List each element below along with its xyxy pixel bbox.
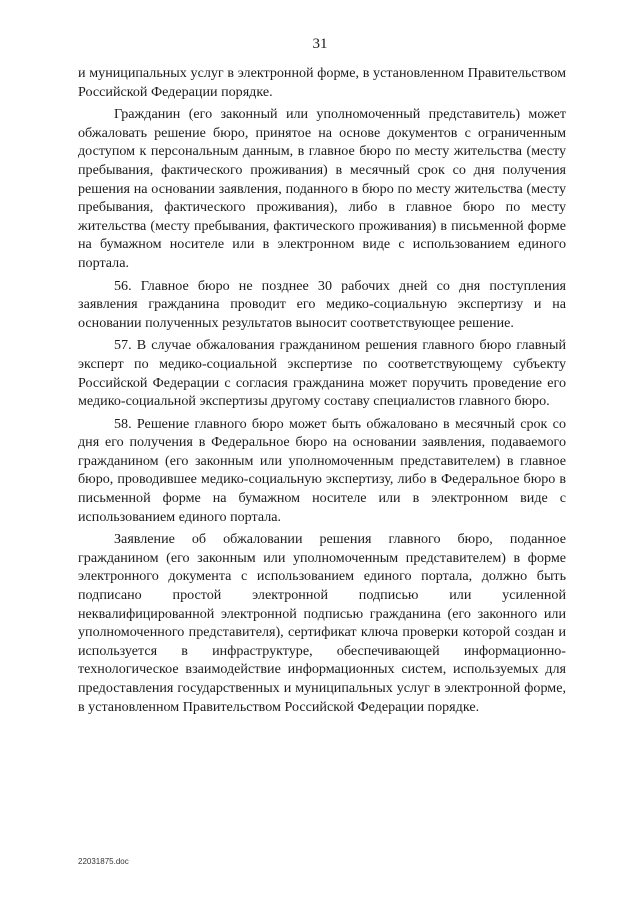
document-body [78,64,566,720]
paragraph-continuation: и муниципальных услуг в электронной форме, в установленном Правительством Российской Федерации порядке. [78,65,566,100]
footer-document-code: 22031875.doc [78,857,129,866]
paragraph-item-56: 56. Главное бюро не позднее 30 рабочих дней со дня поступления заявления гражданина проводит его медико-социальную экспертизу и на основании полученных результатов выносит соответствующее решение. [78,277,566,331]
paragraph-item-58: 58. Решение главного бюро может быть обжаловано в месячный срок со дня его получения в Федеральное бюро на основании заявления, подаваемого гражданином (его законным или уполномоченным представителем) в главное бюро, проводившее медико-социальную экспертизу, либо в Федеральное бюро в письменной форме на бумажном носителе или в электронном виде с использованием единого портала. [78,415,566,525]
paragraph-electronic-application: Заявление об обжаловании решения главного бюро, поданное гражданином (его законным или уполномоченным представителем) в форме электронного документа с использованием единого портала, должно быть подписано простой электронной подписью или усиленной неквалифицированной электронной подписью гражданина (его законного или уполномоченного представителя), сертификат ключа проверки которой создан и используется в инфраструктуре, обеспечивающей информационно-технологическое взаимодействие информационных систем, используемых для предоставления государственных и муниципальных услуг в электронной форме, в установленном Правительством Российской Федерации порядке. [78,531,566,715]
page-number: 31 [312,36,328,52]
paragraph-item-57: 57. В случае обжалования гражданином решения главного бюро главный эксперт по медико-социальной экспертизе по соответствующему субъекту Российской Федерации с согласия гражданина может поручить проведение его медико-социальной экспертизы другому составу специалистов главного бюро. [78,337,566,410]
paragraph-appeal-to-main-bureau: Гражданин (его законный или уполномоченный представитель) может обжаловать решение бюро, принятое на основе документов с ограниченным доступом к персональным данным, в главное бюро по месту жительства (месту пребывания, фактического проживания) в месячный срок со дня получения решения на основании заявления, поданного в бюро по месту жительства (месту пребывания, фактического проживания), либо в главное бюро по месту жительства (месту пребывания, фактического проживания) в письменной форме на бумажном носителе или в электронном виде с использованием единого портала. [78,106,566,271]
